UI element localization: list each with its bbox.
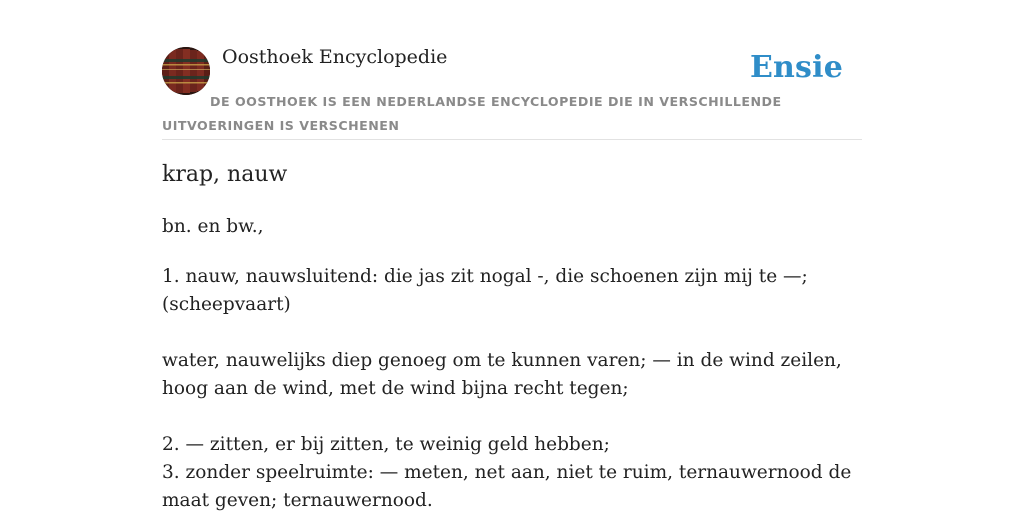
definition-line: water, nauwelijks diep genoeg om te kunnen varen; — in de wind zeilen, hoog aan de wind, met de wind bijna recht tegen; [162, 350, 842, 399]
entry-title: krap, nauw [162, 162, 288, 187]
page-container [162, 0, 862, 511]
definition-line: 2. — zitten, er bij zitten, te weinig geld hebben; [162, 434, 610, 455]
brand-logo[interactable]: Ensie [749, 50, 843, 85]
part-of-speech: bn. en bw., [162, 216, 264, 237]
paragraph-gap [162, 403, 862, 431]
avatar-image [162, 47, 210, 95]
entry-definition [162, 263, 862, 515]
paragraph-gap [162, 319, 862, 347]
site-header [162, 0, 862, 140]
site-title[interactable]: Oosthoek Encyclopedie [222, 46, 448, 68]
site-tagline: DE OOSTHOEK IS EEN NEDERLANDSE ENCYCLOPEDIE DIE IN VERSCHILLENDE UITVOERINGEN IS VERSCHENEN [162, 94, 782, 133]
definition-line: 3. zonder speelruimte: — meten, net aan, niet te ruim, ternauwernood de maat geven; ternauwernood. [162, 462, 852, 511]
definition-line: 1. nauw, nauwsluitend: die jas zit nogal -, die schoenen zijn mij te —; (scheepvaart) [162, 266, 808, 315]
encyclopedia-books-icon[interactable] [162, 47, 210, 95]
